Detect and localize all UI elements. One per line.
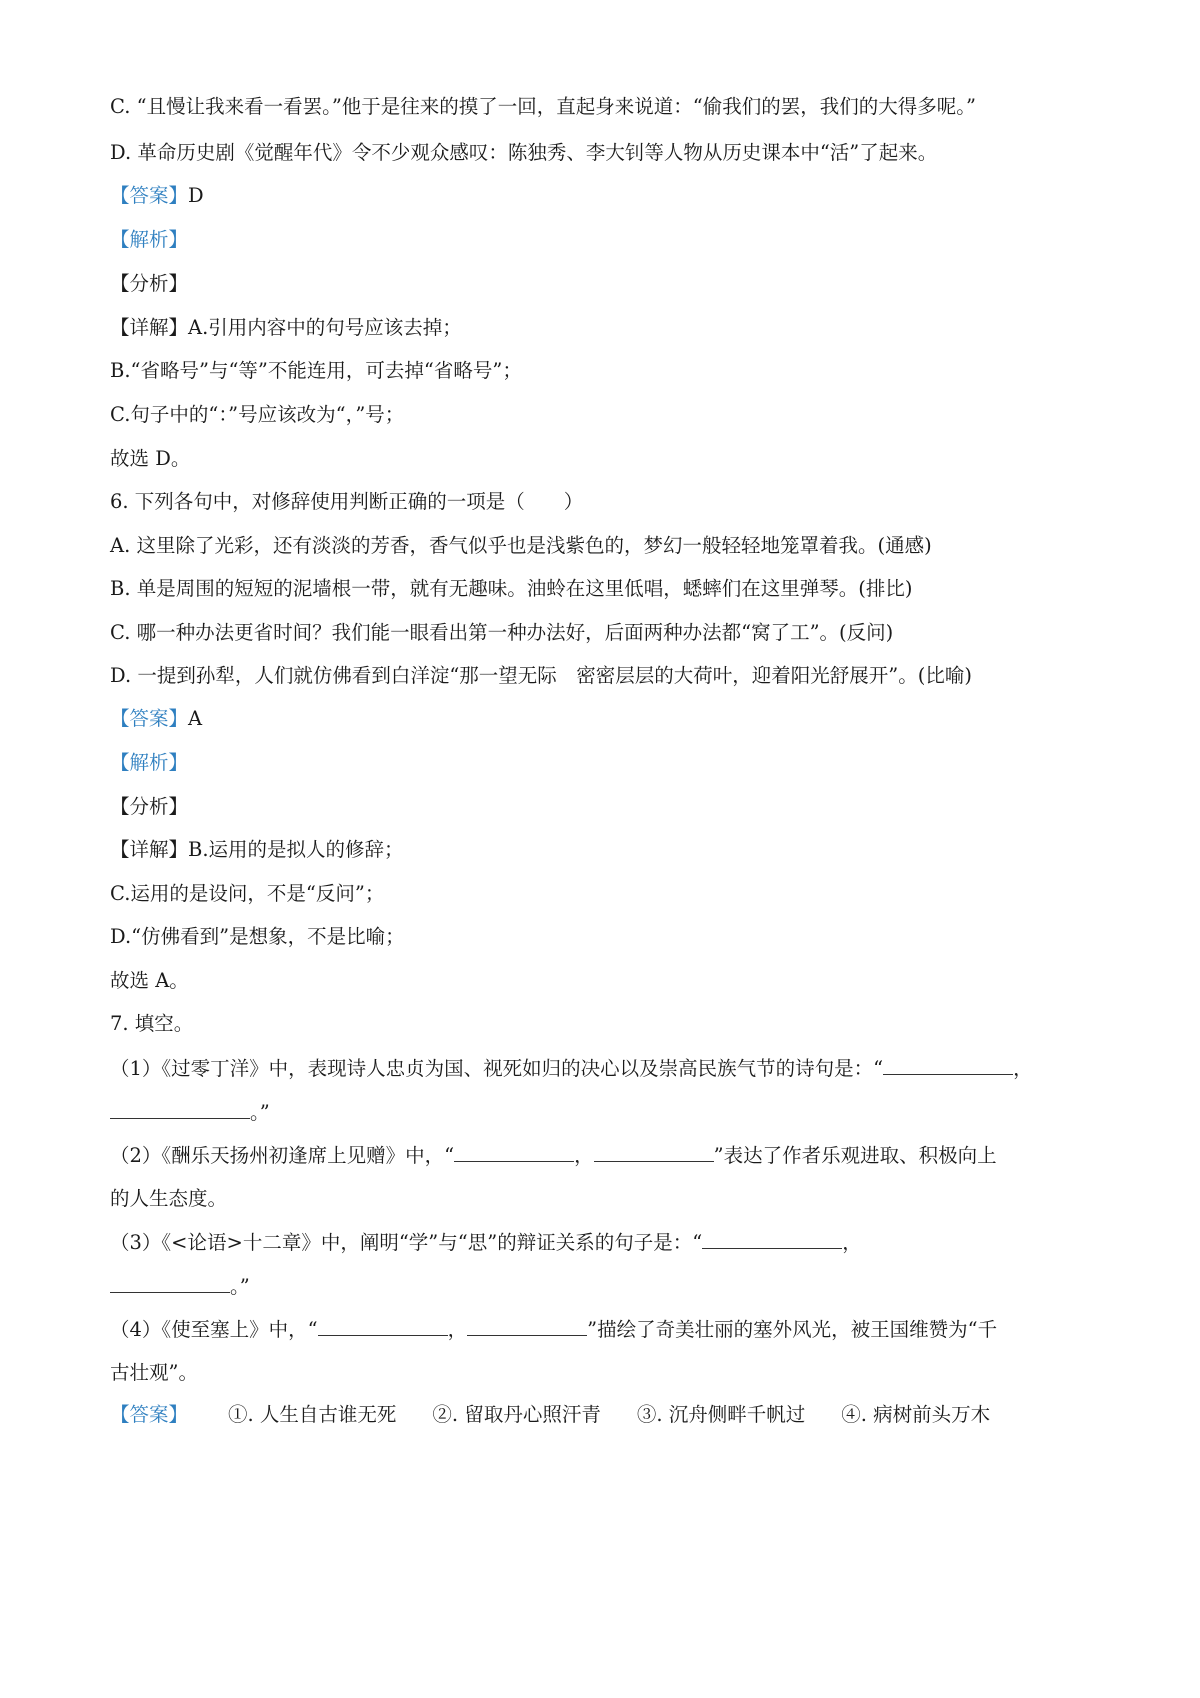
q6-fenxi: 【分析】 bbox=[110, 795, 189, 818]
q6-stem: 6. 下列各句中，对修辞使用判断正确的一项是（ ） bbox=[110, 490, 584, 513]
q7-item-1: （1）《过零丁洋》中，表现诗人忠贞为国、视死如归的决心以及崇高民族气节的诗句是：“ ， bbox=[110, 1054, 1033, 1083]
q5-option-d: D. 革命历史剧《觉醒年代》令不少观众感叹：陈独秀、李大钊等人物从历史课本中“活”了起来。 bbox=[110, 141, 938, 164]
fill-blank bbox=[883, 1054, 1013, 1075]
q7-stem: 7. 填空。 bbox=[110, 1012, 194, 1035]
q6-detail-d: D.“仿佛看到”是想象，不是比喻； bbox=[110, 925, 405, 948]
q7-item-3-cont: 。” bbox=[110, 1272, 250, 1301]
q6-option-a: A. 这里除了光彩，还有淡淡的芳香，香气似乎也是浅紫色的，梦幻一般轻轻地笼罩着我。(通感) bbox=[110, 534, 932, 557]
fill-blank bbox=[594, 1141, 714, 1162]
answer-value: D bbox=[188, 184, 204, 207]
q6-analysis-tag: 【解析】 bbox=[110, 751, 189, 774]
q6-option-c: C. 哪一种办法更省时间？我们能一眼看出第一种办法好，后面两种办法都“窝了工”。(反问) bbox=[110, 621, 894, 644]
fill-blank bbox=[110, 1272, 230, 1293]
answer-item: ①. 人生自古谁无死 bbox=[228, 1403, 397, 1426]
q5-fenxi: 【分析】 bbox=[110, 272, 189, 295]
q5-detail-b: B.“省略号”与“等”不能连用，可去掉“省略号”； bbox=[110, 359, 522, 382]
fill-blank bbox=[110, 1098, 250, 1119]
q5-conclusion: 故选 D。 bbox=[110, 447, 191, 470]
q5-detail-c: C.句子中的“：”号应该改为“，”号； bbox=[110, 403, 405, 426]
q6-conclusion: 故选 A。 bbox=[110, 969, 189, 992]
answer-item: ③. 沉舟侧畔千帆过 bbox=[636, 1403, 806, 1426]
q6-detail-b: 【详解】B.运用的是拟人的修辞； bbox=[110, 838, 404, 861]
q6-detail-c: C.运用的是设问，不是“反问”； bbox=[110, 882, 385, 905]
answer-item: ②. 留取丹心照汗青 bbox=[432, 1403, 601, 1426]
answer-item: ④. 病树前头万木 bbox=[841, 1403, 991, 1426]
detail-tag: 【详解】 bbox=[110, 838, 189, 861]
answer-value: A bbox=[188, 707, 203, 730]
q7-item-2: （2）《酬乐天扬州初逢席上见赠》中，“ ， ”表达了作者乐观进取、积极向上 bbox=[110, 1141, 997, 1170]
q6-option-d: D. 一提到孙犁，人们就仿佛看到白洋淀“那一望无际 密密层层的大荷叶，迎着阳光舒展开”。(比喻) bbox=[110, 664, 972, 687]
q7-item-4: （4）《使至塞上》中，“ ， ”描绘了奇美壮丽的塞外风光，被王国维赞为“千 bbox=[110, 1315, 997, 1344]
fill-blank bbox=[318, 1315, 448, 1336]
fill-blank bbox=[454, 1141, 574, 1162]
q5-analysis-tag: 【解析】 bbox=[110, 228, 189, 251]
fill-blank bbox=[702, 1228, 842, 1249]
q6-answer bbox=[110, 705, 202, 733]
q7-answer bbox=[110, 1401, 990, 1429]
answer-tag: 【答案】 bbox=[110, 184, 189, 207]
detail-tag: 【详解】 bbox=[110, 316, 189, 339]
answer-tag: 【答案】 bbox=[110, 707, 189, 730]
q5-answer bbox=[110, 182, 204, 210]
q7-item-2-cont: 的人生态度。 bbox=[110, 1187, 228, 1210]
fill-blank bbox=[467, 1315, 587, 1336]
q7-item-4-cont: 古壮观”。 bbox=[110, 1361, 198, 1384]
q7-item-1-cont: 。” bbox=[110, 1098, 270, 1127]
q5-detail-a: 【详解】A.引用内容中的句号应该去掉； bbox=[110, 316, 462, 339]
answer-tag: 【答案】 bbox=[110, 1403, 189, 1426]
q7-item-3: （3）《<论语>十二章》中，阐明“学”与“思”的辩证关系的句子是：“ ， bbox=[110, 1228, 862, 1257]
q6-option-b: B. 单是周围的短短的泥墙根一带，就有无趣味。油蛉在这里低唱，蟋蟀们在这里弹琴。(排比) bbox=[110, 577, 913, 600]
q5-option-c: C. “且慢让我来看一看罢。”他于是往来的摸了一回，直起身来说道：“偷我们的罢，我们的大得多呢。” bbox=[110, 95, 976, 118]
